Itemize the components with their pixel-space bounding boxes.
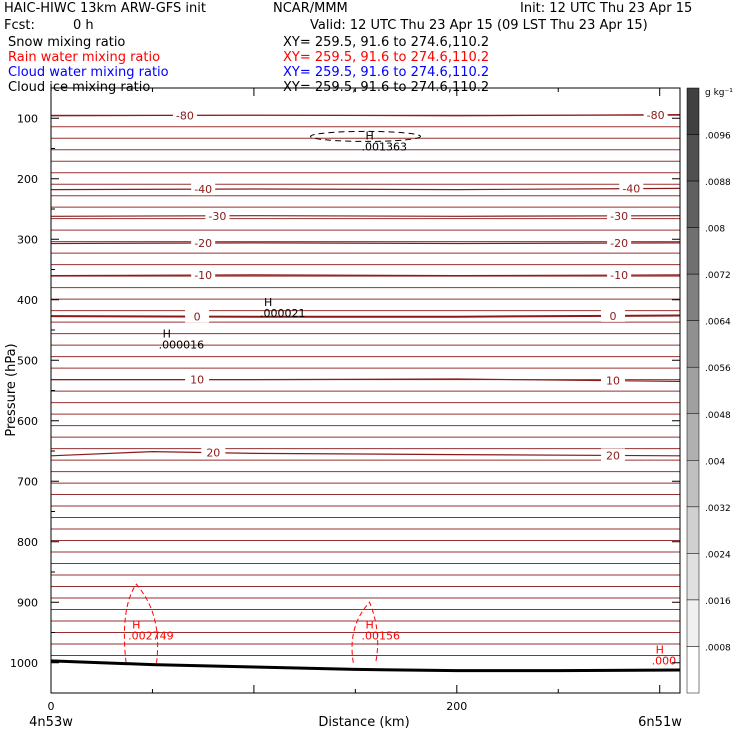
contour-label: -80	[646, 108, 665, 122]
valid-time: Valid: 12 UTC Thu 23 Apr 15 (09 LST Thu 23 Apr 15)	[310, 18, 648, 33]
forecast-hour: 0 h	[73, 18, 94, 33]
colorbar-label: .0096	[705, 131, 731, 142]
x-endpoint-left: 4n53w	[29, 715, 73, 730]
colorbar-swatch	[687, 414, 699, 461]
colorbar-swatch	[687, 367, 699, 414]
field-name-cloud-ice: Cloud ice mixing ratio	[8, 80, 151, 95]
y-axis-label: Pressure (hPa)	[4, 343, 19, 437]
colorbar-swatch	[687, 460, 699, 507]
maximum-value: .000	[651, 654, 677, 668]
colorbar-label: .0064	[705, 317, 731, 328]
temperature-contour-0	[51, 316, 680, 317]
x-axis-label: Distance (km)	[318, 715, 410, 730]
colorbar-label: .0056	[705, 364, 731, 375]
colorbar-swatch	[687, 600, 699, 647]
y-tick-label: 400	[17, 293, 38, 307]
maximum-marker: H	[365, 618, 374, 632]
maximum-marker: H	[162, 327, 171, 341]
y-tick-label: 100	[17, 112, 38, 126]
colorbar-swatch	[687, 181, 699, 228]
colorbar-swatch	[687, 274, 699, 321]
colorbar-label: .0008	[705, 643, 731, 654]
contour-label: 0	[609, 309, 617, 323]
field-xy-cloud-water: XY= 259.5, 91.6 to 274.6,110.2	[283, 65, 490, 80]
maximum-value: .002749	[128, 629, 174, 643]
maximum-marker: H	[132, 618, 141, 632]
maximum-value: .000016	[158, 338, 205, 352]
contour-label: -40	[622, 182, 641, 196]
colorbar-swatch	[687, 321, 699, 368]
rain-water-contour	[124, 584, 157, 663]
contour-label: -40	[194, 183, 213, 197]
contour-label: -20	[610, 237, 629, 251]
x-tick-label: 0	[47, 700, 55, 713]
temperature-contour-20	[51, 452, 680, 456]
ground-line	[51, 661, 680, 671]
colorbar	[687, 88, 733, 693]
contour-label: -20	[194, 237, 213, 251]
maximum-value: .001363	[361, 140, 407, 154]
plot-area	[10, 88, 680, 713]
maximum-marker: H	[655, 643, 664, 657]
colorbar-label: .0016	[705, 596, 731, 607]
maximum-value: .00156	[361, 629, 400, 643]
contour-label: -10	[610, 269, 629, 283]
field-name-rain: Rain water mixing ratio	[8, 50, 161, 65]
y-tick-label: 500	[17, 354, 38, 368]
contour-label: -30	[610, 209, 629, 223]
colorbar-label: .004	[705, 457, 726, 468]
colorbar-label: .0032	[705, 503, 731, 514]
x-endpoint-right: 6n51w	[638, 715, 682, 730]
temperature-contour--40	[51, 188, 680, 189]
contour-label: 10	[190, 373, 205, 387]
colorbar-unit: g kg⁻¹	[705, 88, 733, 98]
contour-label: -80	[175, 109, 194, 123]
y-tick-label: 800	[17, 535, 38, 549]
colorbar-label: .0048	[705, 410, 731, 421]
temperature-contour--30	[51, 216, 680, 217]
colorbar-label: .0072	[705, 271, 731, 282]
y-tick-label: 200	[17, 172, 38, 186]
colorbar-swatch	[687, 135, 699, 182]
init-time: Init: 12 UTC Thu 23 Apr 15	[520, 1, 693, 16]
colorbar-label: .0088	[705, 178, 731, 189]
y-tick-label: 300	[17, 233, 38, 247]
colorbar-swatch	[687, 228, 699, 275]
y-tick-label: 900	[17, 596, 38, 610]
field-xy-snow: XY= 259.5, 91.6 to 274.6,110.2	[283, 35, 490, 50]
colorbar-swatch	[687, 88, 699, 135]
field-xy-cloud-ice: XY= 259.5, 91.6 to 274.6,110.2	[283, 80, 490, 95]
y-tick-label: 700	[17, 475, 38, 489]
colorbar-swatch	[687, 553, 699, 600]
contour-label: -10	[194, 269, 213, 283]
forecast-label: Fcst:	[4, 18, 35, 33]
temperature-contour--20	[51, 243, 680, 244]
contour-label: 10	[606, 374, 621, 388]
x-tick-label: 200	[446, 700, 468, 713]
organization-label: NCAR/MMM	[273, 1, 348, 16]
y-tick-label: 1000	[10, 656, 38, 670]
y-tick-label: 600	[17, 414, 38, 428]
colorbar-label: .0024	[705, 550, 731, 561]
colorbar-label: .008	[705, 224, 726, 235]
colorbar-swatch	[687, 646, 699, 693]
contour-label: -30	[208, 209, 227, 223]
maximum-marker: H	[264, 295, 273, 309]
field-xy-rain: XY= 259.5, 91.6 to 274.6,110.2	[283, 50, 490, 65]
maximum-marker: H	[365, 129, 374, 143]
plot-frame	[51, 88, 680, 693]
field-name-cloud-water: Cloud water mixing ratio	[8, 65, 169, 80]
plot-title: HAIC-HIWC 13km ARW-GFS init	[4, 1, 206, 16]
temperature-contour--10	[51, 275, 680, 276]
contour-label: 20	[606, 449, 621, 463]
contour-label: 0	[193, 310, 201, 324]
colorbar-swatch	[687, 507, 699, 554]
contour-label: 20	[206, 446, 221, 460]
field-name-snow: Snow mixing ratio	[8, 35, 126, 50]
maximum-value: .000021	[260, 306, 306, 320]
